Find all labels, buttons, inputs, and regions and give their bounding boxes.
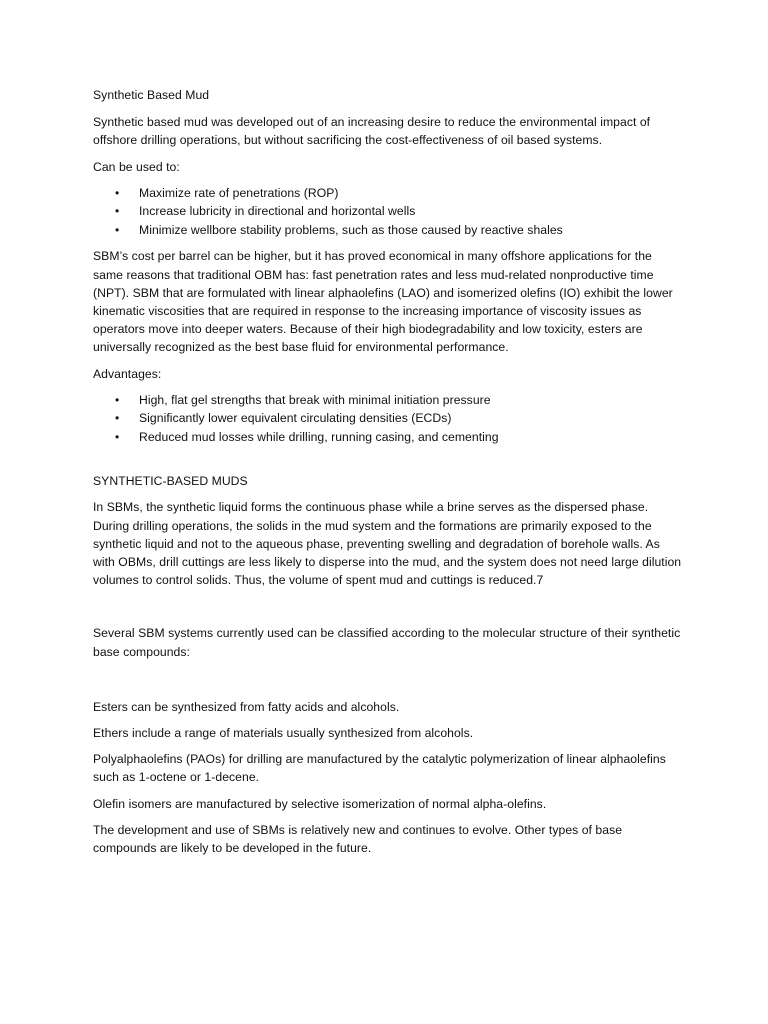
- list-item-text: High, flat gel strengths that break with minimal initiation pressure: [139, 392, 491, 407]
- bullet-icon: •: [115, 204, 120, 219]
- cost-paragraph: SBM’s cost per barrel can be higher, but it has proved economical in many offshore applications for the same reasons that traditional OBM has: fast penetration rates and less mud-related nonproductive time (NPT). SBM that are formulated with linear alphaolefins (LAO) and isomerized olefins (IO) exhibit the lower kinematic viscosities that are required in response to the increasing importance of viscosity issues as operators move into deeper waters. Because of their high biodegradability and low toxicity, esters are universally recognized as the best base fluid for environmental performance.: [93, 249, 673, 355]
- uses-heading: Can be used to:: [93, 159, 180, 174]
- classification-paragraph: Several SBM systems currently used can be classified according to the molecular structure of their synthetic base compounds:: [93, 626, 681, 659]
- list-item: [93, 221, 683, 240]
- ethers-paragraph: Ethers include a range of materials usually synthesized from alcohols.: [93, 726, 474, 741]
- section-heading: SYNTHETIC-BASED MUDS: [93, 474, 248, 489]
- list-item-text: Increase lubricity in directional and horizontal wells: [139, 204, 416, 219]
- bullet-icon: •: [115, 185, 120, 200]
- list-item: [93, 202, 683, 221]
- list-item-text: Significantly lower equivalent circulating densities (ECDs): [139, 411, 452, 426]
- closing-paragraph: The development and use of SBMs is relatively new and continues to evolve. Other types of base compounds are likely to be developed in the future.: [93, 822, 623, 856]
- bullet-icon: •: [115, 392, 120, 407]
- esters-paragraph: Esters can be synthesized from fatty acids and alcohols.: [93, 699, 400, 714]
- intro-paragraph: Synthetic based mud was developed out of an increasing desire to reduce the environmental impact of offshore drilling operations, but without sacrificing the cost-effectiveness of oil based systems.: [93, 115, 651, 148]
- list-item: [93, 409, 683, 428]
- advantages-list: [93, 391, 683, 447]
- bullet-icon: •: [115, 429, 120, 444]
- olefin-isomers-paragraph: Olefin isomers are manufactured by selective isomerization of normal alpha-olefins.: [93, 796, 547, 811]
- uses-list: [93, 184, 683, 240]
- list-item: [93, 391, 683, 410]
- list-item: [93, 428, 683, 447]
- list-item: [93, 184, 683, 203]
- section-paragraph: In SBMs, the synthetic liquid forms the continuous phase while a brine serves as the dispersed phase. During drilling operations, the solids in the mud system and the formations are primarily exposed to the synthetic liquid and not to the aqueous phase, preventing swelling and degradation of borehole walls. As with OBMs, drill cuttings are less likely to disperse into the mud, and the system does not need large dilution volumes to control solids. Thus, the volume of spent mud and cuttings is reduced.7: [93, 500, 682, 588]
- list-item-text: Reduced mud losses while drilling, running casing, and cementing: [139, 429, 499, 444]
- bullet-icon: •: [115, 222, 120, 237]
- document-content: [93, 86, 683, 865]
- advantages-heading: Advantages:: [93, 366, 162, 381]
- paos-paragraph: Polyalphaolefins (PAOs) for drilling are manufactured by the catalytic polymerization of linear alphaolefins such as 1-octene or 1-decene.: [93, 752, 666, 785]
- document-title: Synthetic Based Mud: [93, 88, 210, 102]
- list-item-text: Minimize wellbore stability problems, such as those caused by reactive shales: [139, 222, 563, 237]
- bullet-icon: •: [115, 411, 120, 426]
- list-item-text: Maximize rate of penetrations (ROP): [139, 185, 339, 200]
